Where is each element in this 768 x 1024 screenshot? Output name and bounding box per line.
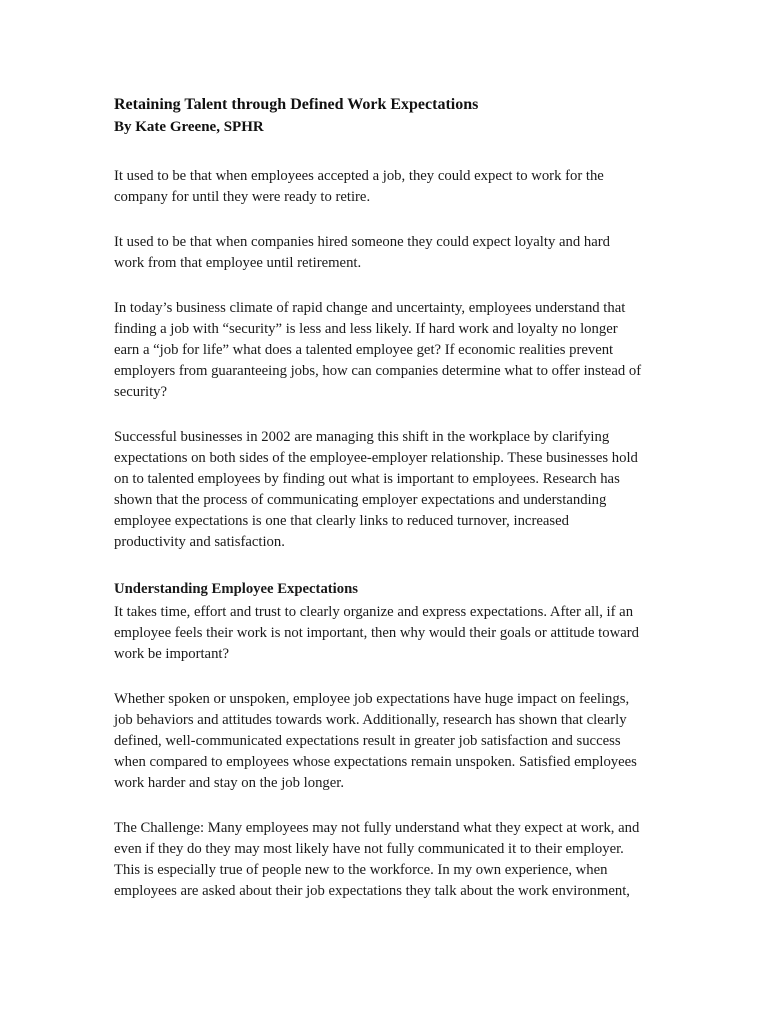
- text-line: when compared to employees whose expectations remain unspoken. Satisfied employees: [114, 754, 637, 770]
- text-line: shown that the process of communicating employer expectations and understanding: [114, 492, 607, 508]
- text-line: expectations on both sides of the employee-employer relationship. These businesses hold: [114, 450, 638, 466]
- text-line: This is especially true of people new to the workforce. In my own experience, when: [114, 862, 608, 878]
- text-line: Successful businesses in 2002 are managing this shift in the workplace by clarifying: [114, 429, 610, 445]
- text-line: defined, well-communicated expectations result in greater job satisfaction and success: [114, 733, 621, 749]
- text-line: Whether spoken or unspoken, employee job expectations have huge impact on feelings,: [114, 691, 630, 707]
- text-line: productivity and satisfaction.: [114, 534, 285, 550]
- text-line: earn a “job for life” what does a talented employee get? If economic realities prevent: [114, 342, 614, 358]
- author-byline: By Kate Greene, SPHR: [114, 119, 264, 135]
- text-line: work from that employee until retirement.: [114, 255, 362, 271]
- text-line: on to talented employees by finding out what is important to employees. Research has: [114, 471, 620, 487]
- text-line: In today’s business climate of rapid change and uncertainty, employees understand that: [114, 300, 626, 316]
- text-line: It takes time, effort and trust to clearly organize and express expectations. After all, if an: [114, 604, 634, 620]
- paragraph-6: [114, 689, 659, 794]
- text-line: job behaviors and attitudes towards work. Additionally, research has shown that clearly: [114, 712, 627, 728]
- text-line: employees are asked about their job expectations they talk about the work environment,: [114, 883, 630, 899]
- text-line: It used to be that when companies hired someone they could expect loyalty and hard: [114, 234, 610, 250]
- document-title: Retaining Talent through Defined Work Expectations: [114, 96, 479, 113]
- paragraph-3: [114, 298, 659, 403]
- paragraph-1: [114, 166, 659, 208]
- paragraph-7: [114, 818, 659, 902]
- text-line: It used to be that when employees accepted a job, they could expect to work for the: [114, 168, 604, 184]
- text-line: work be important?: [114, 646, 230, 662]
- text-line: finding a job with “security” is less and less likely. If hard work and loyalty no longer: [114, 321, 618, 337]
- text-line: employee expectations is one that clearly links to reduced turnover, increased: [114, 513, 569, 529]
- text-line: The Challenge: Many employees may not fully understand what they expect at work, and: [114, 820, 640, 836]
- paragraph-4: [114, 427, 659, 553]
- text-line: even if they do they may most likely have not fully communicated it to their employer.: [114, 841, 624, 857]
- text-line: employee feels their work is not important, then why would their goals or attitude toward: [114, 625, 639, 641]
- text-line: company for until they were ready to retire.: [114, 189, 371, 205]
- section-heading: Understanding Employee Expectations: [114, 581, 358, 597]
- document-body: [114, 94, 659, 902]
- paragraph-2: [114, 232, 659, 274]
- text-line: security?: [114, 384, 168, 400]
- text-line: work harder and stay on the job longer.: [114, 775, 345, 791]
- text-line: employers from guaranteeing jobs, how can companies determine what to offer instead of: [114, 363, 642, 379]
- paragraph-5: [114, 602, 659, 665]
